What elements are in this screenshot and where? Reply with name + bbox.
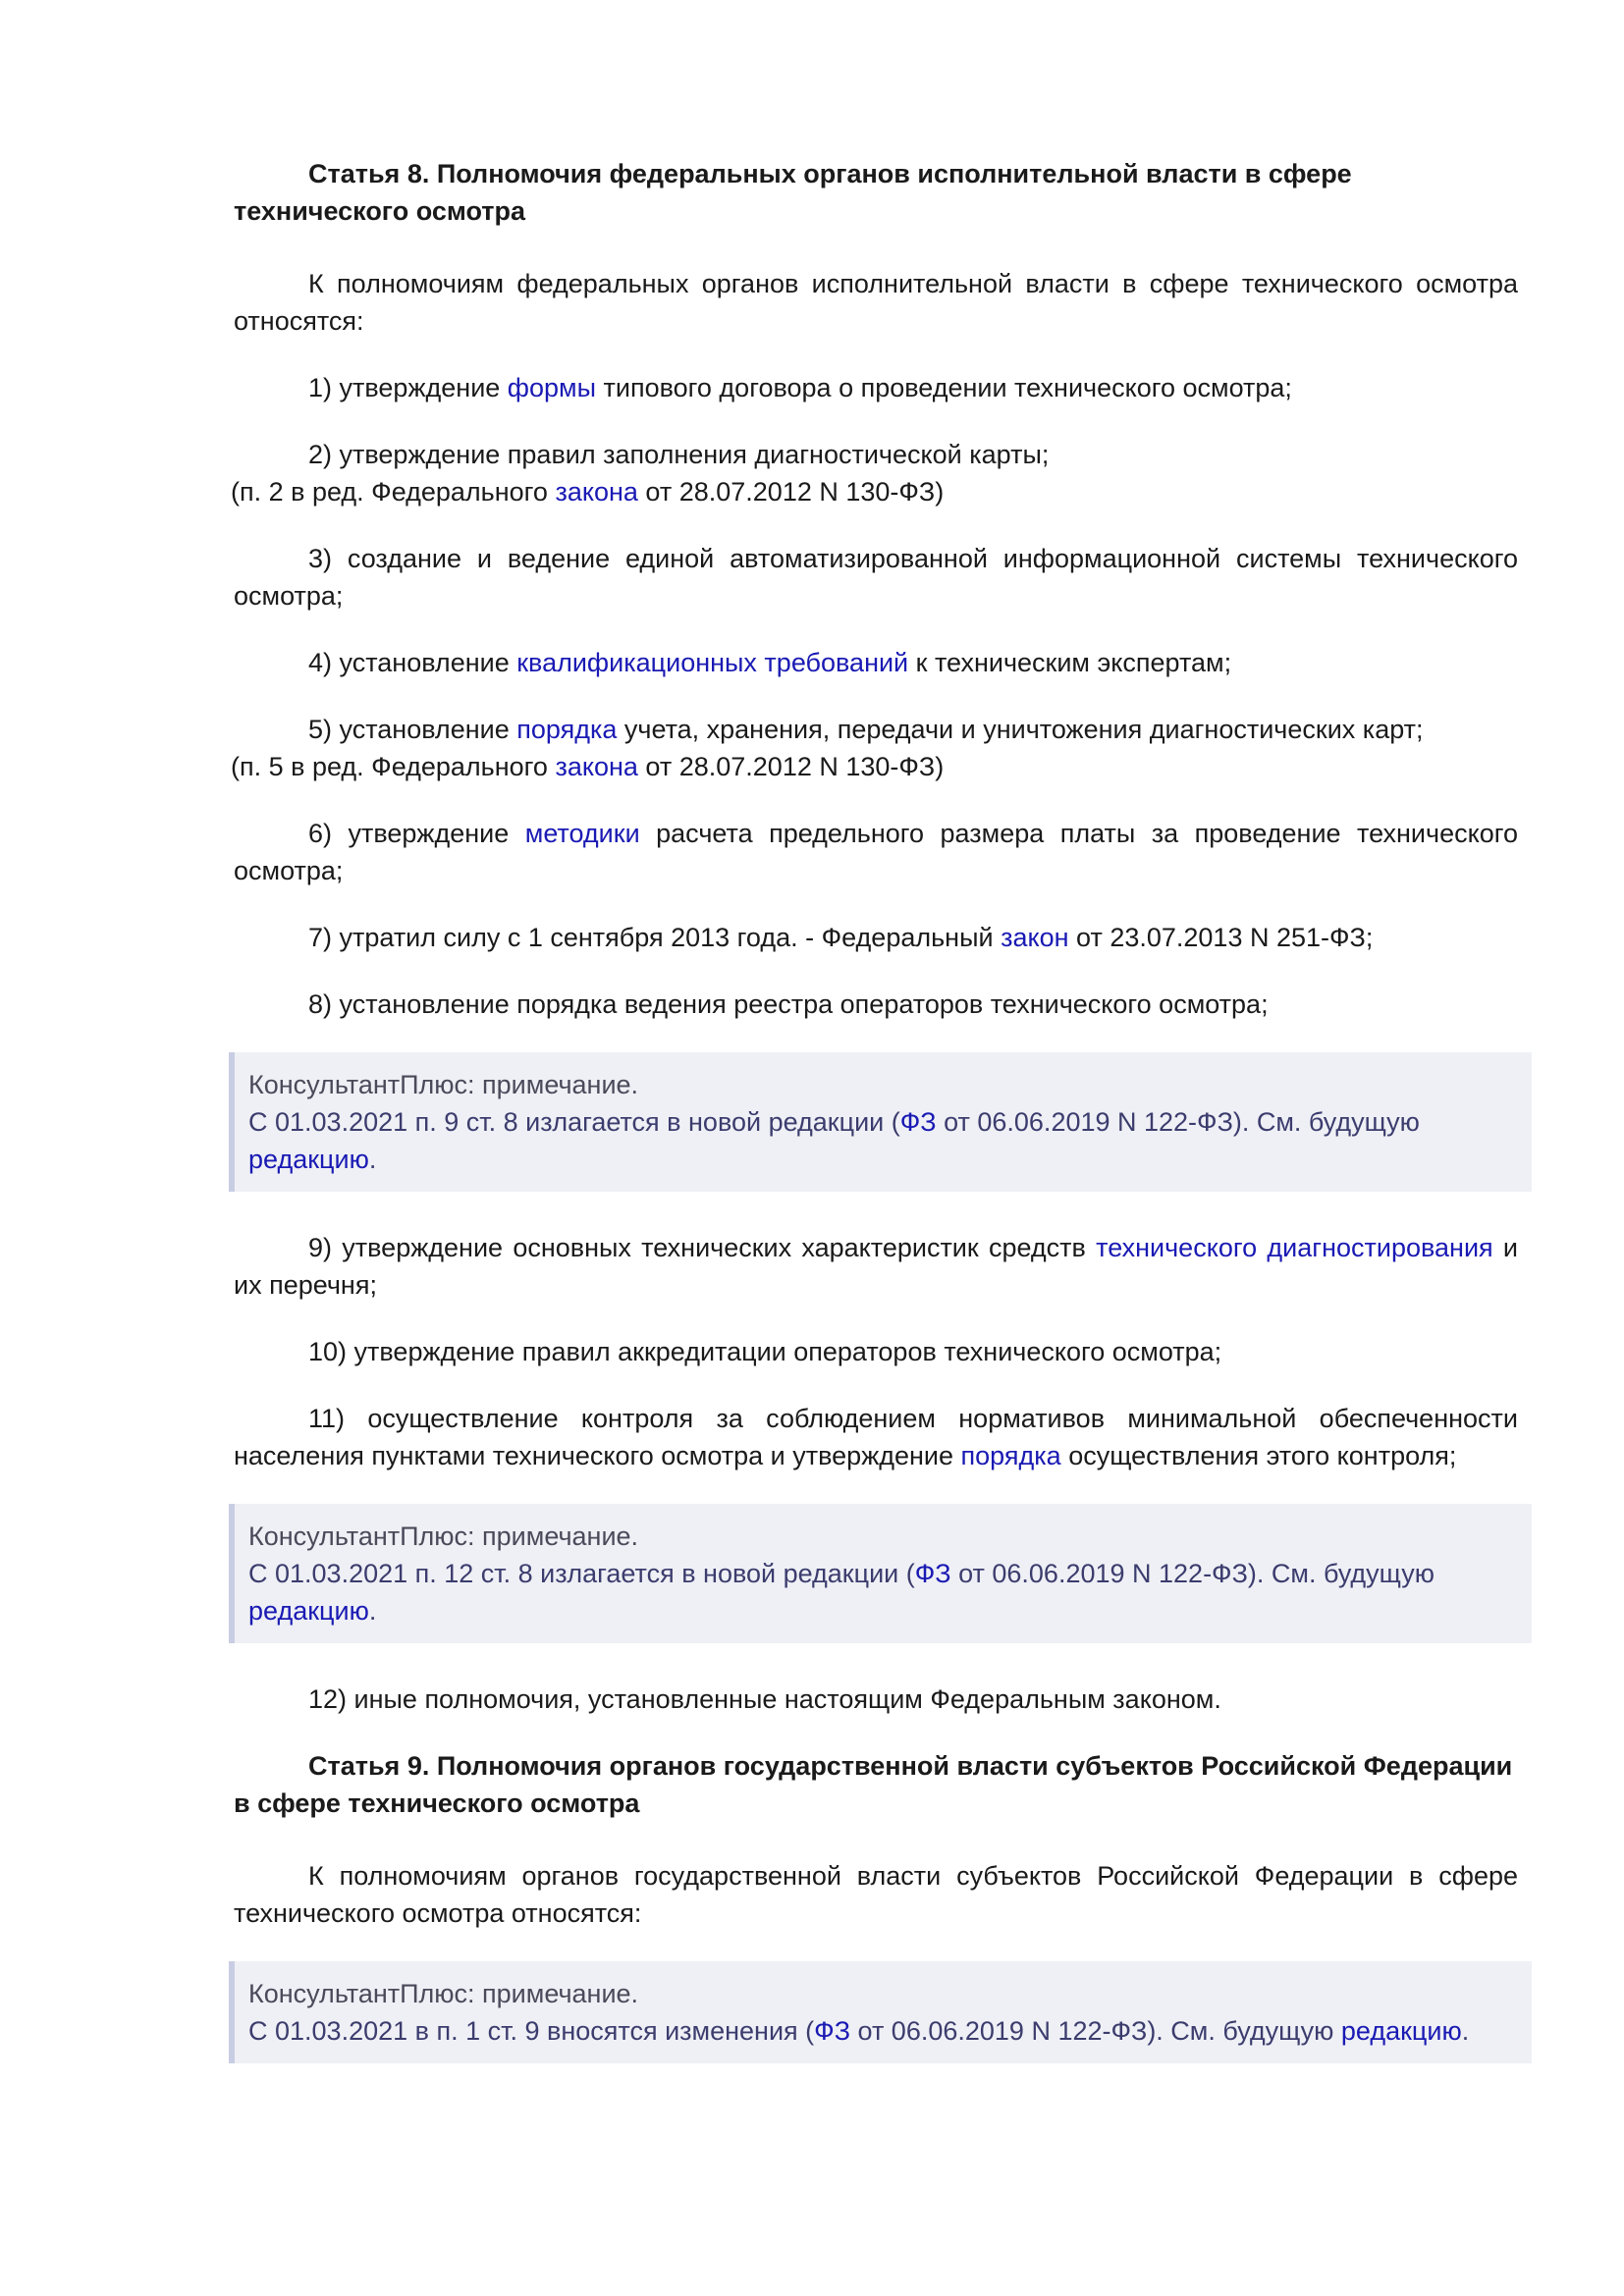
note-2-text-end: . xyxy=(368,1596,377,1626)
note-3-title: КонсультантПлюс: примечание. xyxy=(248,1979,639,2008)
note-1-title: КонсультантПлюс: примечание. xyxy=(248,1070,639,1099)
item-9-text-start: 9) утверждение основных технических характеристик средств xyxy=(308,1233,1097,1262)
note-2-edition-link[interactable]: редакцию xyxy=(248,1596,369,1626)
item-3: 3) создание и ведение единой автоматизированной информационной системы технического осмотра; xyxy=(234,544,1518,611)
item-2: 2) утверждение правил заполнения диагностической карты; xyxy=(308,440,1050,469)
note-3-text-middle: от 06.06.2019 N 122-ФЗ). См. будущую xyxy=(850,2016,1341,2046)
item-1-text-start: 1) утверждение xyxy=(308,373,508,402)
item-9 xyxy=(234,1229,1518,1304)
note-2-text-middle: от 06.06.2019 N 122-ФЗ). См. будущую xyxy=(950,1559,1435,1588)
item-6-link-methodology[interactable]: методики xyxy=(524,819,640,848)
item-6-text-end: расчета предельного размера платы за проведение технического осмотра; xyxy=(234,819,1518,885)
note-2-text-start: С 01.03.2021 п. 12 ст. 8 излагается в новой редакции ( xyxy=(248,1559,915,1588)
item-4-text-end: к техническим экспертам; xyxy=(908,648,1232,677)
item-12: 12) иные полномочия, установленные настоящим Федеральным законом. xyxy=(308,1684,1221,1714)
note-2-title: КонсультантПлюс: примечание. xyxy=(248,1522,639,1551)
note-3-text-end: . xyxy=(1461,2016,1470,2046)
note-3-text-start: С 01.03.2021 в п. 1 ст. 9 вносятся изменения ( xyxy=(248,2016,815,2046)
article-9-intro: К полномочиям органов государственной власти субъектов Российской Федерации в сфере технического осмотра относятся: xyxy=(234,1861,1518,1928)
item-4-text-start: 4) установление xyxy=(308,648,517,677)
item-2-amendment-end: от 28.07.2012 N 130-ФЗ) xyxy=(637,477,945,507)
item-2-law-link[interactable]: закона xyxy=(555,477,638,507)
item-5-link-order[interactable]: порядка xyxy=(516,715,618,744)
item-7-text-start: 7) утратил силу с 1 сентября 2013 года. - Федеральный xyxy=(308,923,1001,952)
item-1-link-forms[interactable]: формы xyxy=(507,373,597,402)
note-3-edition-link[interactable]: редакцию xyxy=(1340,2016,1462,2046)
article-8-intro: К полномочиям федеральных органов исполнительной власти в сфере технического осмотра относятся: xyxy=(234,269,1518,336)
item-5-law-link[interactable]: закона xyxy=(555,752,638,781)
note-2-fz-link[interactable]: ФЗ xyxy=(914,1559,951,1588)
note-1-text-middle: от 06.06.2019 N 122-ФЗ). См. будущую xyxy=(936,1107,1420,1137)
item-2-amendment xyxy=(231,473,1518,510)
item-5-text-start: 5) установление xyxy=(308,715,517,744)
note-1-fz-link[interactable]: ФЗ xyxy=(899,1107,937,1137)
item-5-amendment-end: от 28.07.2012 N 130-ФЗ) xyxy=(637,752,945,781)
item-8: 8) установление порядка ведения реестра операторов технического осмотра; xyxy=(308,989,1269,1019)
item-11-text-start: 11) осуществление контроля за соблюдением нормативов минимальной обеспеченности населения пунктами технического осмотра и утверждение xyxy=(234,1404,1518,1470)
note-1-text-start: С 01.03.2021 п. 9 ст. 8 излагается в новой редакции ( xyxy=(248,1107,900,1137)
item-7-law-link[interactable]: закон xyxy=(1001,923,1069,952)
item-1 xyxy=(234,369,1518,406)
item-5-amendment xyxy=(231,748,1518,785)
item-2-amendment-start: (п. 2 в ред. Федерального xyxy=(231,477,556,507)
note-1-body xyxy=(248,1103,1518,1178)
note-3-fz-link[interactable]: ФЗ xyxy=(814,2016,851,2046)
item-11-link-order[interactable]: порядка xyxy=(960,1441,1061,1470)
item-7 xyxy=(234,919,1518,956)
item-9-link-diagnostics[interactable]: технического диагностирования xyxy=(1096,1233,1493,1262)
item-9-text-end: и их перечня; xyxy=(234,1233,1519,1300)
item-7-text-end: от 23.07.2013 N 251-ФЗ; xyxy=(1068,923,1374,952)
consultant-note-3 xyxy=(229,1961,1532,2063)
note-1-edition-link[interactable]: редакцию xyxy=(248,1145,369,1174)
item-4-link-requirements[interactable]: квалификационных требований xyxy=(516,648,909,677)
item-11-text-end: осуществления этого контроля; xyxy=(1060,1441,1457,1470)
document-content xyxy=(231,155,1519,2101)
note-3-body xyxy=(248,2012,1518,2050)
note-1-text-end: . xyxy=(368,1145,377,1174)
item-1-text-end: типового договора о проведении технического осмотра; xyxy=(596,373,1292,402)
item-10: 10) утверждение правил аккредитации операторов технического осмотра; xyxy=(308,1337,1222,1366)
item-6 xyxy=(234,815,1518,889)
consultant-note-1 xyxy=(229,1052,1532,1192)
consultant-note-2 xyxy=(229,1504,1532,1643)
item-5-text-end: учета, хранения, передачи и уничтожения диагностических карт; xyxy=(617,715,1424,744)
item-5 xyxy=(234,711,1518,748)
item-11 xyxy=(234,1400,1518,1474)
item-5-amendment-start: (п. 5 в ред. Федерального xyxy=(231,752,556,781)
article-9-heading: Статья 9. Полномочия органов государственной власти субъектов Российской Федерации в сфере технического осмотра xyxy=(234,1751,1513,1818)
item-6-text-start: 6) утверждение xyxy=(308,819,525,848)
article-8-heading: Статья 8. Полномочия федеральных органов исполнительной власти в сфере технического осмотра xyxy=(234,159,1352,226)
item-4 xyxy=(234,644,1518,681)
note-2-body xyxy=(248,1555,1518,1629)
